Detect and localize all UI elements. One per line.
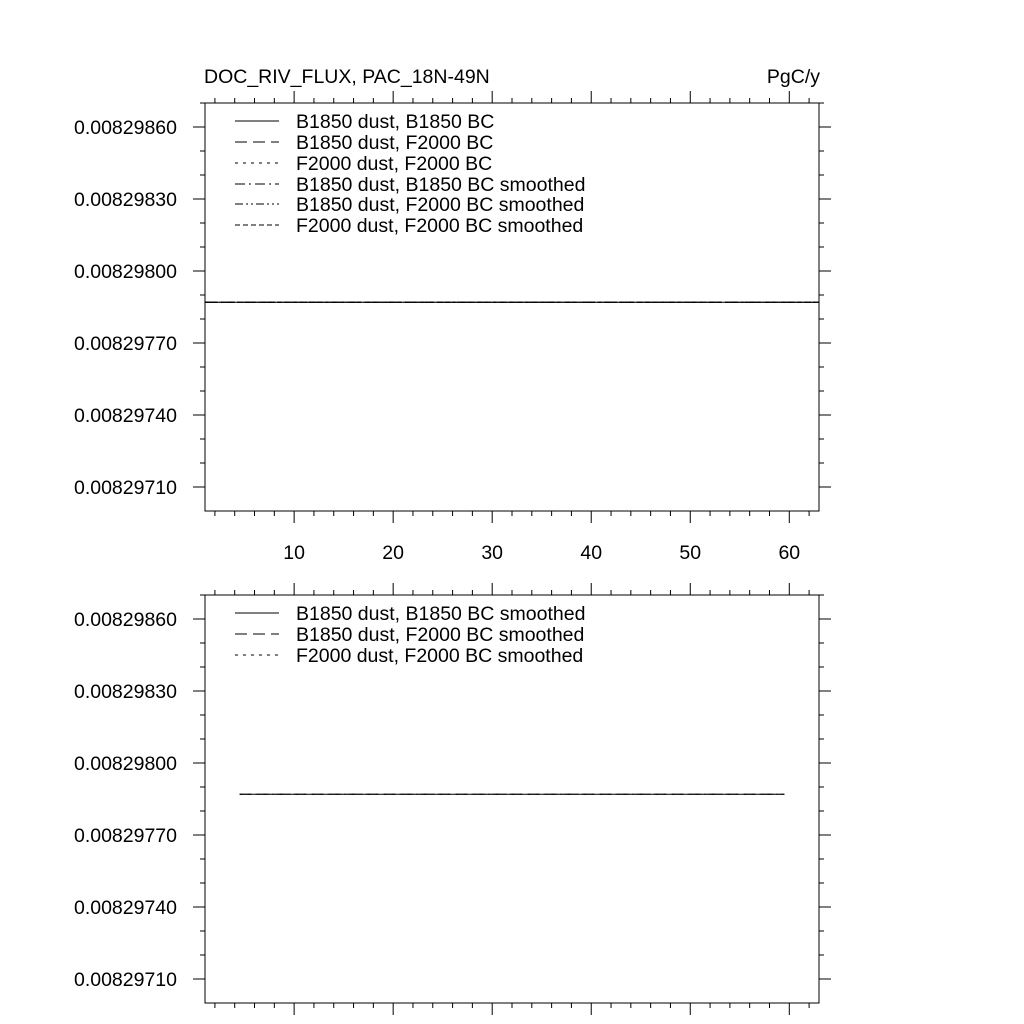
x-tick-label: 60	[778, 542, 801, 564]
legend-entry	[235, 194, 584, 216]
legend-entry	[235, 603, 585, 625]
y-tick-label: 0.00829710	[73, 969, 177, 991]
plot-units: PgC/y	[766, 66, 820, 88]
top-legend	[235, 111, 585, 237]
x-tick-label: 30	[481, 542, 504, 564]
bottom-legend	[235, 603, 585, 667]
legend-entry	[235, 174, 585, 196]
legend-label: B1850 dust, B1850 BC	[296, 111, 495, 133]
x-tick-label: 20	[382, 542, 405, 564]
x-tick-label: 10	[283, 542, 305, 564]
legend-label: B1850 dust, F2000 BC	[296, 132, 494, 154]
y-tick-label: 0.00829800	[73, 753, 177, 775]
y-tick-label: 0.00829770	[73, 333, 177, 355]
legend-entry	[235, 215, 583, 237]
x-tick-label: 50	[679, 542, 702, 564]
legend-label: F2000 dust, F2000 BC	[296, 153, 493, 175]
y-tick-label: 0.00829740	[73, 405, 177, 427]
legend-label: B1850 dust, B1850 BC smoothed	[296, 174, 586, 196]
y-tick-label: 0.00829770	[73, 825, 177, 847]
legend-entry	[235, 111, 494, 133]
bottom-plot-panel	[74, 583, 831, 1015]
y-tick-label: 0.00829710	[73, 477, 177, 499]
y-tick-label: 0.00829830	[73, 681, 177, 703]
legend-label: B1850 dust, B1850 BC smoothed	[296, 603, 586, 625]
y-tick-label: 0.00829830	[73, 189, 177, 211]
y-tick-label: 0.00829860	[73, 117, 177, 139]
y-tick-label: 0.00829740	[73, 897, 177, 919]
legend-entry	[235, 132, 493, 154]
legend-label: B1850 dust, F2000 BC smoothed	[296, 194, 585, 216]
y-tick-label: 0.00829860	[73, 609, 177, 631]
top-plot-panel	[74, 66, 831, 564]
legend-label: B1850 dust, F2000 BC smoothed	[296, 624, 585, 646]
legend-entry	[235, 153, 492, 175]
legend-entry	[235, 624, 584, 646]
legend-label: F2000 dust, F2000 BC smoothed	[296, 645, 584, 667]
x-tick-label: 40	[580, 542, 603, 564]
plot-title: DOC_RIV_FLUX, PAC_18N-49N	[204, 66, 490, 88]
legend-label: F2000 dust, F2000 BC smoothed	[296, 215, 584, 237]
legend-entry	[235, 645, 583, 667]
y-tick-label: 0.00829800	[73, 261, 177, 283]
